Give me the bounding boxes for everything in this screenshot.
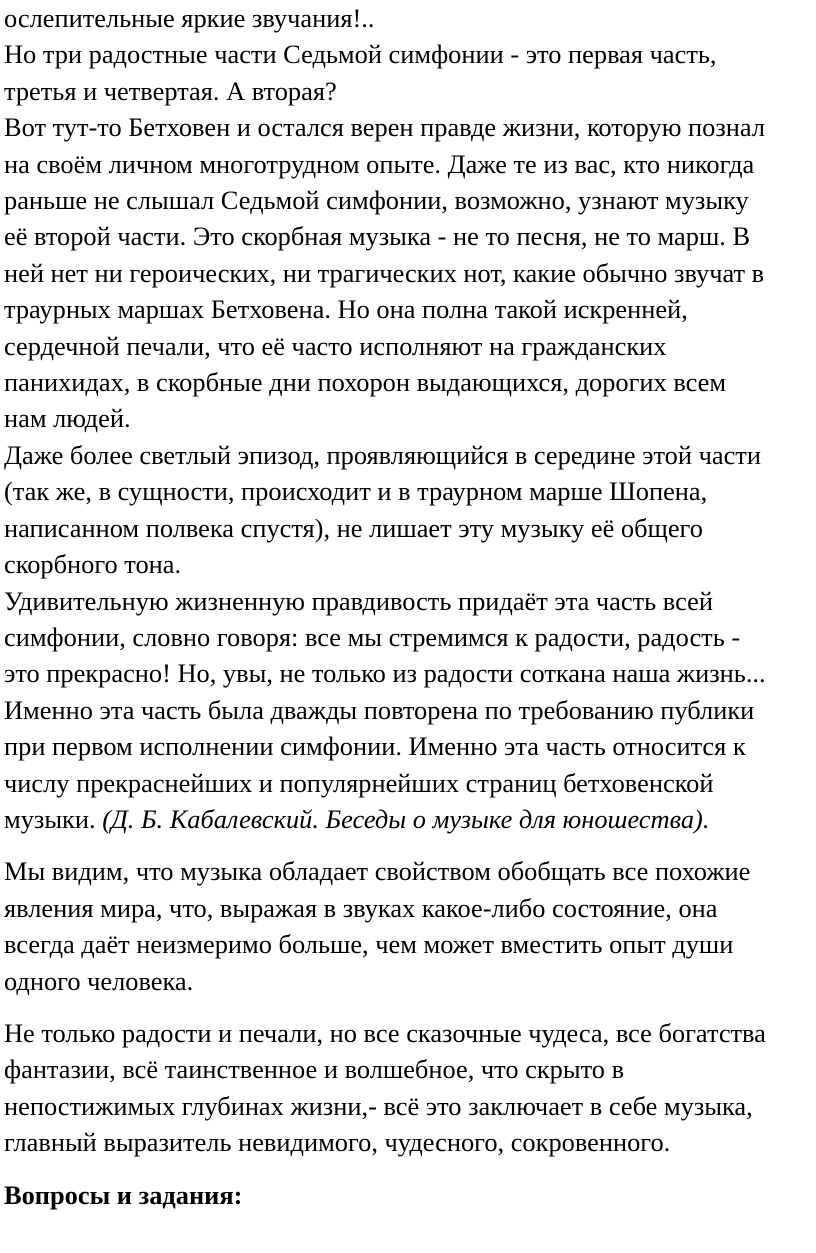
text-line: Вот тут-то Бетховен и остался верен правде жизни, которую познал <box>4 112 765 143</box>
text-line: раньше не слышал Седьмой симфонии, возможно, узнают музыку <box>4 185 749 216</box>
text-line: явления мира, что, выражая в звуках какое-либо состояние, она <box>4 892 718 923</box>
citation: (Д. Б. Кабалевский. Беседы о музыке для юношества). <box>102 803 710 834</box>
text-line: Мы видим, что музыка обладает свойством обобщать все похожие <box>4 856 751 887</box>
text-line: третья и четвертая. А вторая? <box>4 75 337 106</box>
text-line: фантазии, всё таинственное и волшебное, что скрыто в <box>4 1054 625 1085</box>
text-line: непостижимых глубинах жизни,- всё это заключает в себе музыка, <box>4 1090 753 1121</box>
section-heading: Вопросы и задания: <box>4 1179 243 1210</box>
text-line: Удивительную жизненную правдивость придаёт эта часть всей <box>4 585 713 616</box>
text-line: ослепительные яркие звучания!.. <box>4 3 375 33</box>
paragraph-gap <box>4 999 812 1015</box>
text-line-with-citation <box>4 801 812 837</box>
text-line: всегда даёт неизмеримо больше, чем может вместить опыт души <box>4 929 734 960</box>
text-line: Даже более светлый эпизод, проявляющийся в середине этой части <box>4 439 761 470</box>
text-line: скорбного тона. <box>4 549 182 580</box>
text-line: Не только радости и печали, но все сказочные чудеса, все богатства <box>4 1017 766 1048</box>
text-line: при первом исполнении симфонии. Именно эта часть относится к <box>4 731 746 762</box>
text-line: Именно эта часть была дважды повторена по требованию публики <box>4 694 755 725</box>
text-line: Но три радостные части Седьмой симфонии - это первая часть, <box>4 39 717 70</box>
text-line: сердечной печали, что её часто исполняют на гражданских <box>4 330 667 361</box>
quote-paragraph <box>4 0 812 837</box>
text-line: главный выразитель невидимого, чудесного, сокровенного. <box>4 1127 671 1158</box>
text-line: траурных маршах Бетховена. Но она полна такой искренней, <box>4 294 688 325</box>
paragraph-gap <box>4 1161 812 1177</box>
text-line: (так же, в сущности, происходит и в траурном марше Шопена, <box>4 476 708 507</box>
text-line: числу прекраснейших и популярнейших страниц бетховенской <box>4 767 714 798</box>
text-line: одного человека. <box>4 965 194 996</box>
text-line: ней нет ни героических, ни трагических нот, какие обычно звучат в <box>4 257 765 288</box>
text-line: нам людей. <box>4 403 131 434</box>
text-line: её второй части. Это скорбная музыка - не то песня, не то марш. В <box>4 221 751 252</box>
paragraph-music-generalizes <box>4 853 812 999</box>
text-line: симфонии, словно говоря: все мы стремимся к радости, радость - <box>4 621 741 652</box>
paragraph-gap <box>4 837 812 853</box>
paragraph-fairy-wonders <box>4 1015 812 1161</box>
document-page <box>4 0 812 1213</box>
text-line: панихидах, в скорбные дни похорон выдающихся, дорогих всем <box>4 367 727 398</box>
text-line: на своём личном многотрудном опыте. Даже те из вас, кто никогда <box>4 148 755 179</box>
text-line: написанном полвека спустя), не лишает эту музыку её общего <box>4 512 703 543</box>
text-line: это прекрасно! Но, увы, не только из радости соткана наша жизнь... <box>4 658 766 689</box>
text-fragment: музыки. <box>4 803 103 834</box>
